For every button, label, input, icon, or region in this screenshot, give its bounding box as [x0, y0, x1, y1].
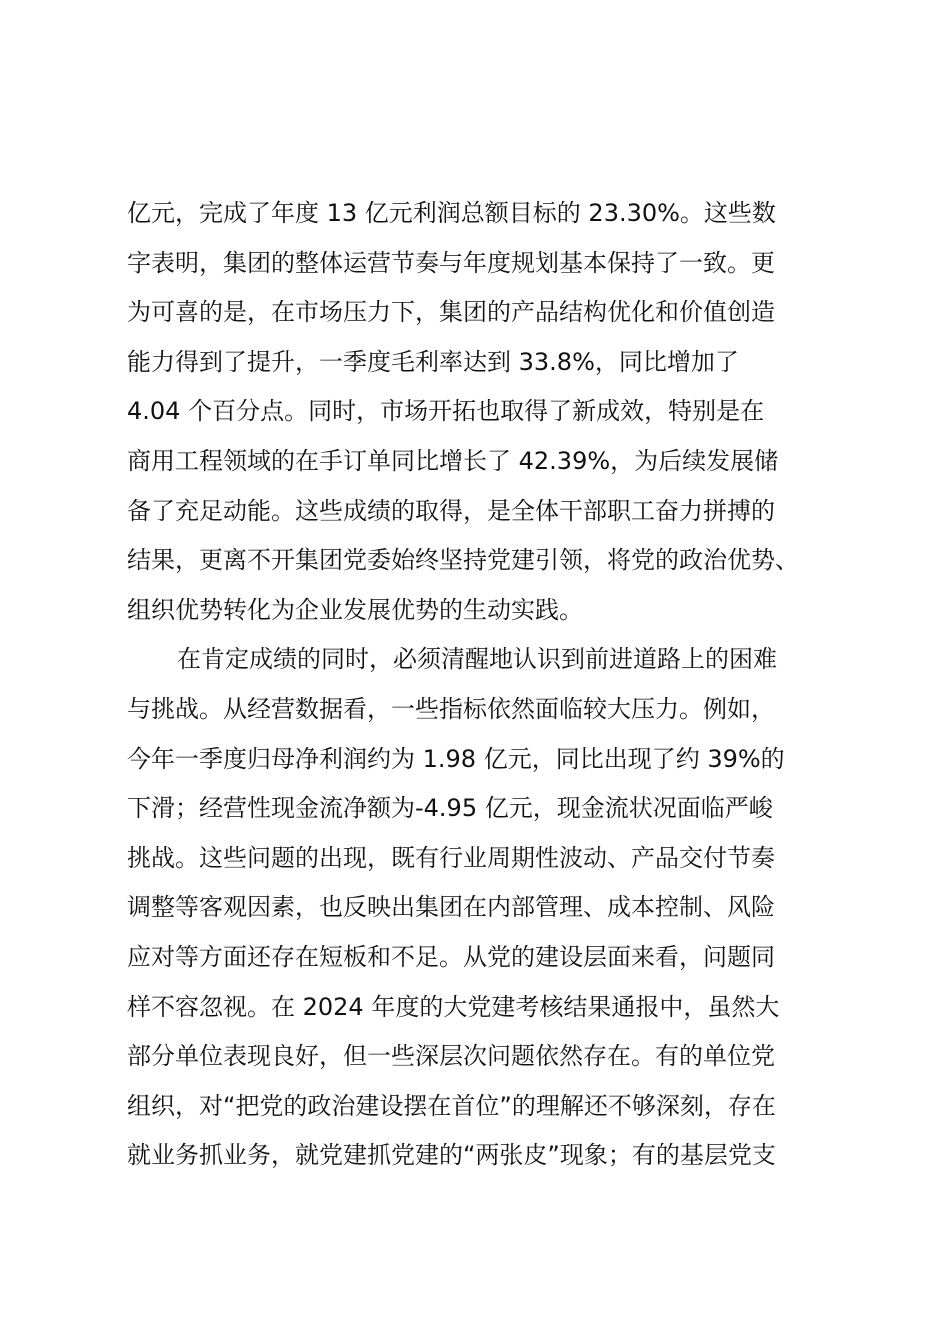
text-line: 字表明，集团的整体运营节奏与年度规划基本保持了一致。更 — [127, 248, 775, 277]
text-line: 今年一季度归母净利润约为 1.98 亿元，同比出现了约 39%的 — [127, 744, 785, 773]
text-line: 结果，更离不开集团党委始终坚持党建引领，将党的政治优势、 — [127, 546, 799, 575]
text-line: 为可喜的是，在市场压力下，集团的产品结构优化和价值创造 — [127, 298, 775, 327]
body-text — [127, 189, 847, 1181]
text-line: 调整等客观因素，也反映出集团在内部管理、成本控制、风险 — [127, 893, 775, 922]
text-line: 备了充足动能。这些成绩的取得，是全体干部职工奋力拼搏的 — [127, 496, 775, 525]
text-line: 部分单位表现良好，但一些深层次问题依然存在。有的单位党 — [127, 1042, 775, 1071]
text-line: 就业务抓业务，就党建抓党建的“两张皮”现象；有的基层党支 — [127, 1141, 776, 1170]
text-line: 组织优势转化为企业发展优势的生动实践。 — [127, 595, 583, 624]
text-line: 应对等方面还存在短板和不足。从党的建设层面来看，问题同 — [127, 942, 775, 971]
text-line: 挑战。这些问题的出现，既有行业周期性波动、产品交付节奏 — [127, 843, 775, 872]
text-line: 商用工程领域的在手订单同比增长了 42.39%，为后续发展储 — [127, 446, 779, 475]
text-line: 4.04 个百分点。同时，市场开拓也取得了新成效，特别是在 — [127, 397, 765, 426]
text-line: 亿元，完成了年度 13 亿元利润总额目标的 23.30%。这些数 — [127, 199, 776, 227]
text-line: 组织，对“把党的政治建设摆在首位”的理解还不够深刻，存在 — [127, 1091, 776, 1120]
text-line: 下滑；经营性现金流净额为-4.95 亿元，现金流状况面临严峻 — [127, 794, 773, 823]
paragraph-first-line: 在肯定成绩的同时，必须清醒地认识到前进道路上的困难 — [177, 645, 777, 674]
text-line: 能力得到了提升，一季度毛利率达到 33.8%，同比增加了 — [127, 347, 739, 376]
text-line: 样不容忽视。在 2024 年度的大党建考核结果通报中，虽然大 — [127, 992, 780, 1021]
text-line: 与挑战。从经营数据看，一些指标依然面临较大压力。例如， — [127, 694, 775, 723]
